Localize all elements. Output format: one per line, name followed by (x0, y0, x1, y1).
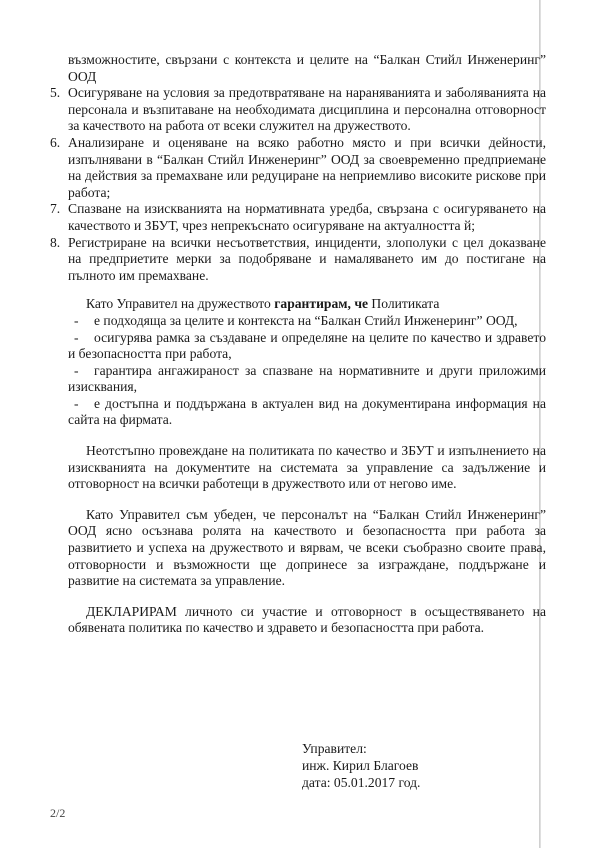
bullet-text: е подходяща за целите и контекста на “Балкан Стийл Инженеринг” ООД, (94, 312, 518, 328)
dash-mark: - (74, 312, 79, 328)
bullet-item (68, 396, 546, 429)
bullet-item (68, 313, 546, 330)
dash-mark: - (74, 329, 79, 345)
signature-role: Управител: (302, 741, 367, 756)
item-number: 8. (50, 234, 61, 250)
item-number: 6. (50, 134, 61, 150)
guarantee-bold: гарантирам, че (274, 296, 369, 312)
guarantee-bullets (68, 313, 546, 429)
paragraph-conviction: Като Управител съм убеден, че персоналът на “Балкан Стийл Инженеринг” ООД ясно осъзнава ролята на качеството и безопасността при работа за развитието и успеха на дружеството и вярвам, че всеки съобразно своите права, отговорности и възможности ще допринесе за изграждане, поддържане и развитие на системата за управление. (68, 506, 546, 589)
policy-item (50, 135, 546, 201)
signature-name: инж. Кирил Благоев (302, 758, 419, 773)
page-number: 2/2 (50, 806, 66, 820)
bullet-item (68, 363, 546, 396)
paragraph-obligation: Неотстъпно провеждане на политиката по качество и ЗБУТ и изпълнението на изискванията на документите на системата за управление са задължение и отговорност на всички работещи в дружеството или от негово име. (68, 443, 546, 492)
item-number: 5. (50, 85, 61, 101)
guarantee-tail: Политиката (368, 296, 440, 312)
policy-items-list (50, 85, 546, 284)
item-text: Спазване на изискванията на нормативната уредба, свързана с осигуряването на качеството и ЗБУТ, чрез непрекъснато осигуряване на актуалността й; (68, 201, 546, 233)
document-body (50, 52, 546, 637)
bullet-text: е достъпна и поддържана в актуален вид на документирана информация на сайта на фирмата. (68, 395, 546, 428)
signature-date: дата: 05.01.2017 год. (302, 775, 421, 790)
bullet-item (68, 330, 546, 363)
item-number: 7. (50, 201, 61, 217)
dash-mark: - (74, 362, 79, 378)
item-text: Анализиране и оценяване на всяко работно място и при всички дейности, изпълнявани в “Балкан Стийл Инженеринг” ООД за своевременно предприемане на действия за премахване или редуциране на неприемливо високите рискове при работа; (68, 134, 546, 200)
policy-item (50, 201, 546, 234)
guarantee-statement (68, 296, 546, 313)
bullet-text: гарантира ангажираност за спазване на нормативните и други приложими изисквания, (68, 362, 546, 395)
signature-block (302, 740, 420, 791)
item-text: Регистриране на всички несъответствия, инциденти, злополуки с цел доказване на предприетите мерки за подобряване и намаляването им до постигане на пълното им премахване. (68, 234, 546, 283)
bullet-text: осигурява рамка за създаване и определяне на целите по качество и здравето и безопасността при работа, (68, 329, 546, 362)
policy-item (50, 235, 546, 285)
policy-item (50, 85, 546, 135)
paragraph-declaration: ДЕКЛАРИРАМ личното си участие и отговорност в осъществяването на обявената политика по качество и здравето и безопасността при работа. (68, 603, 546, 636)
guarantee-lead: Като Управител на дружеството (86, 296, 275, 312)
item-4-continuation: възможностите, свързани с контекста и целите на “Балкан Стийл Инженеринг” ООД (68, 52, 546, 84)
dash-mark: - (74, 395, 79, 411)
item-text: Осигуряване на условия за предотвратяване на нараняванията и заболяванията на персонала и възпитаване на необходимата дисциплина и персонална отговорност за качеството на работа от всеки служител на дружеството. (68, 85, 546, 134)
